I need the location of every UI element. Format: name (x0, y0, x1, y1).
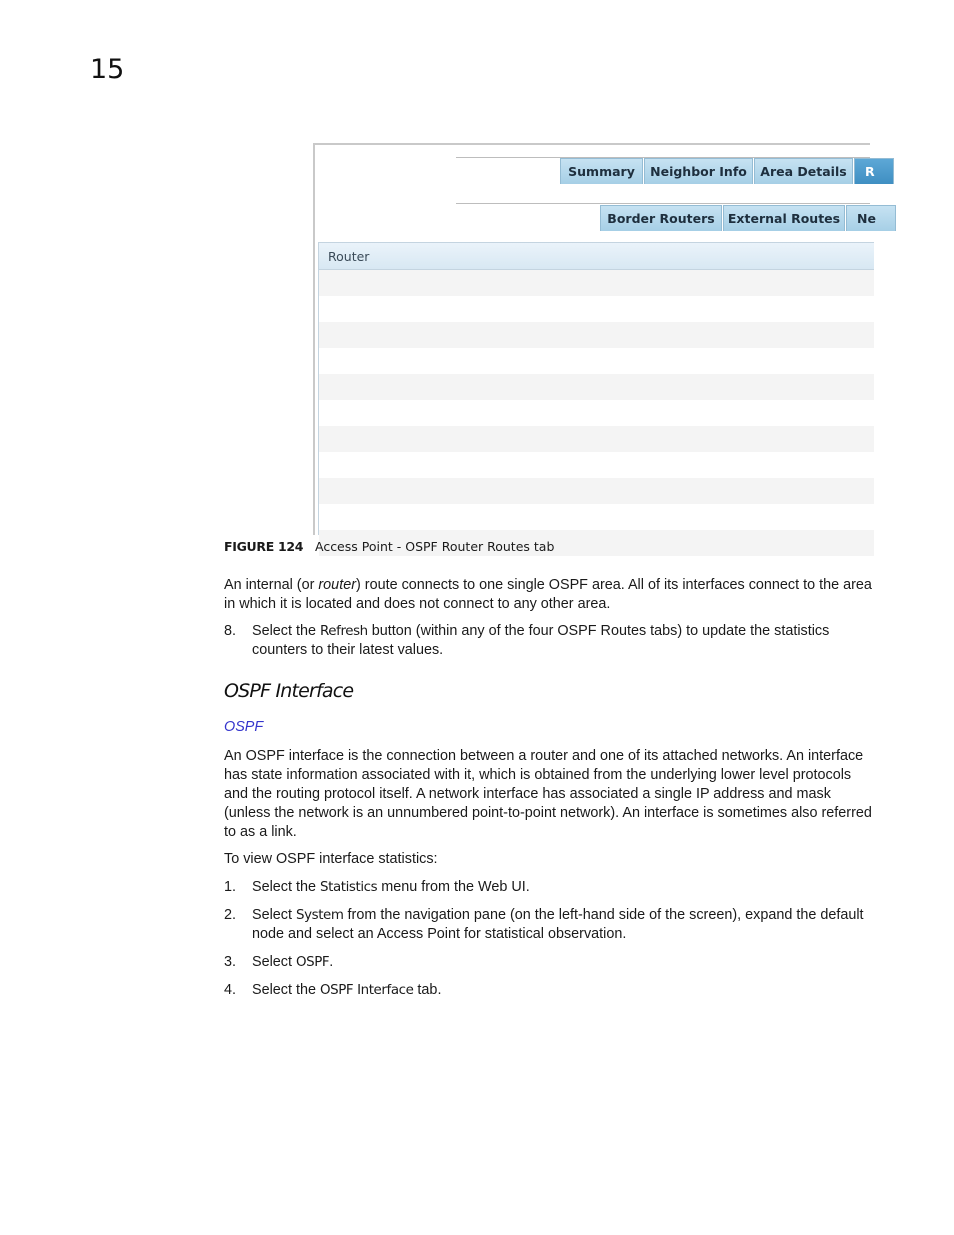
step-2 (224, 906, 874, 944)
step-text-rest: . (329, 954, 334, 970)
section-heading: OSPF Interface (224, 680, 354, 702)
table-row[interactable] (319, 270, 874, 296)
intro-text: An internal (or (224, 577, 319, 593)
ui-term: OSPF Interface (320, 983, 414, 998)
tab-border-routers[interactable]: Border Routers (600, 205, 722, 231)
lead-paragraph: To view OSPF interface statistics: (224, 851, 438, 867)
tab-routes[interactable]: R (854, 158, 894, 184)
table-row[interactable] (319, 478, 874, 504)
step-text: Select the (252, 879, 320, 895)
tab-area-details[interactable]: Area Details (754, 158, 853, 184)
table-row[interactable] (319, 400, 874, 426)
step-text: Select (252, 907, 296, 923)
intro-paragraph (224, 576, 874, 614)
table-row[interactable] (319, 426, 874, 452)
ui-term: Refresh (320, 624, 368, 639)
tab-summary[interactable]: Summary (560, 158, 643, 184)
figure-caption (224, 539, 554, 554)
ui-term: OSPF (296, 955, 330, 970)
step-4 (224, 981, 874, 1000)
table-row[interactable] (319, 348, 874, 374)
tab-neighbor-info[interactable]: Neighbor Info (644, 158, 753, 184)
tab-network-routes[interactable]: Ne (846, 205, 896, 231)
figure-screenshot (313, 143, 876, 535)
ospf-link[interactable]: OSPF (224, 719, 264, 735)
step-text-rest: tab. (413, 982, 442, 998)
subtab-divider (456, 203, 870, 204)
step-text-rest: button (within any of the four OSPF Routes tabs) to update the statistics counters to their latest values. (252, 623, 830, 658)
figure-label: FIGURE 124 (224, 539, 304, 554)
intro-term: router (318, 577, 356, 593)
table-row[interactable] (319, 374, 874, 400)
router-table (318, 242, 874, 535)
ui-term: System (296, 908, 344, 923)
table-row[interactable] (319, 322, 874, 348)
step-text-rest: menu from the Web UI. (377, 879, 530, 895)
figure-title: Access Point - OSPF Router Routes tab (314, 539, 555, 554)
step-text: Select the (252, 623, 320, 639)
step-8 (224, 622, 874, 660)
step-text: Select the (252, 982, 320, 998)
column-header-router[interactable]: Router (319, 243, 874, 270)
tab-external-routes[interactable]: External Routes (723, 205, 845, 231)
step-number: 3. (224, 954, 237, 970)
step-number: 8. (224, 623, 237, 639)
step-number: 2. (224, 907, 237, 923)
intro-text-rest: ) route connects to one single OSPF area. All of its interfaces connect to the area in which it is located and does not connect to any other area. (224, 577, 872, 612)
description-paragraph: An OSPF interface is the connection between a router and one of its attached networks. An interface has state information associated with it, which is obtained from the underlying lower level protocols and the routing protocol itself. A network interface has associated a single IP address and mask (unless the network is an unnumbered point-to-point network). An interface is sometimes also referred to as a link. (224, 748, 872, 840)
step-text-rest: from the navigation pane (on the left-hand side of the screen), expand the default node and select an Access Point for statistical observation. (252, 907, 864, 942)
ui-term: Statistics (320, 880, 378, 895)
step-3 (224, 953, 874, 972)
step-text: Select (252, 954, 296, 970)
table-row[interactable] (319, 452, 874, 478)
chapter-number: 15 (90, 54, 125, 85)
table-row[interactable] (319, 504, 874, 530)
table-row[interactable] (319, 296, 874, 322)
step-number: 4. (224, 982, 237, 998)
step-1 (224, 878, 874, 897)
step-number: 1. (224, 879, 237, 895)
